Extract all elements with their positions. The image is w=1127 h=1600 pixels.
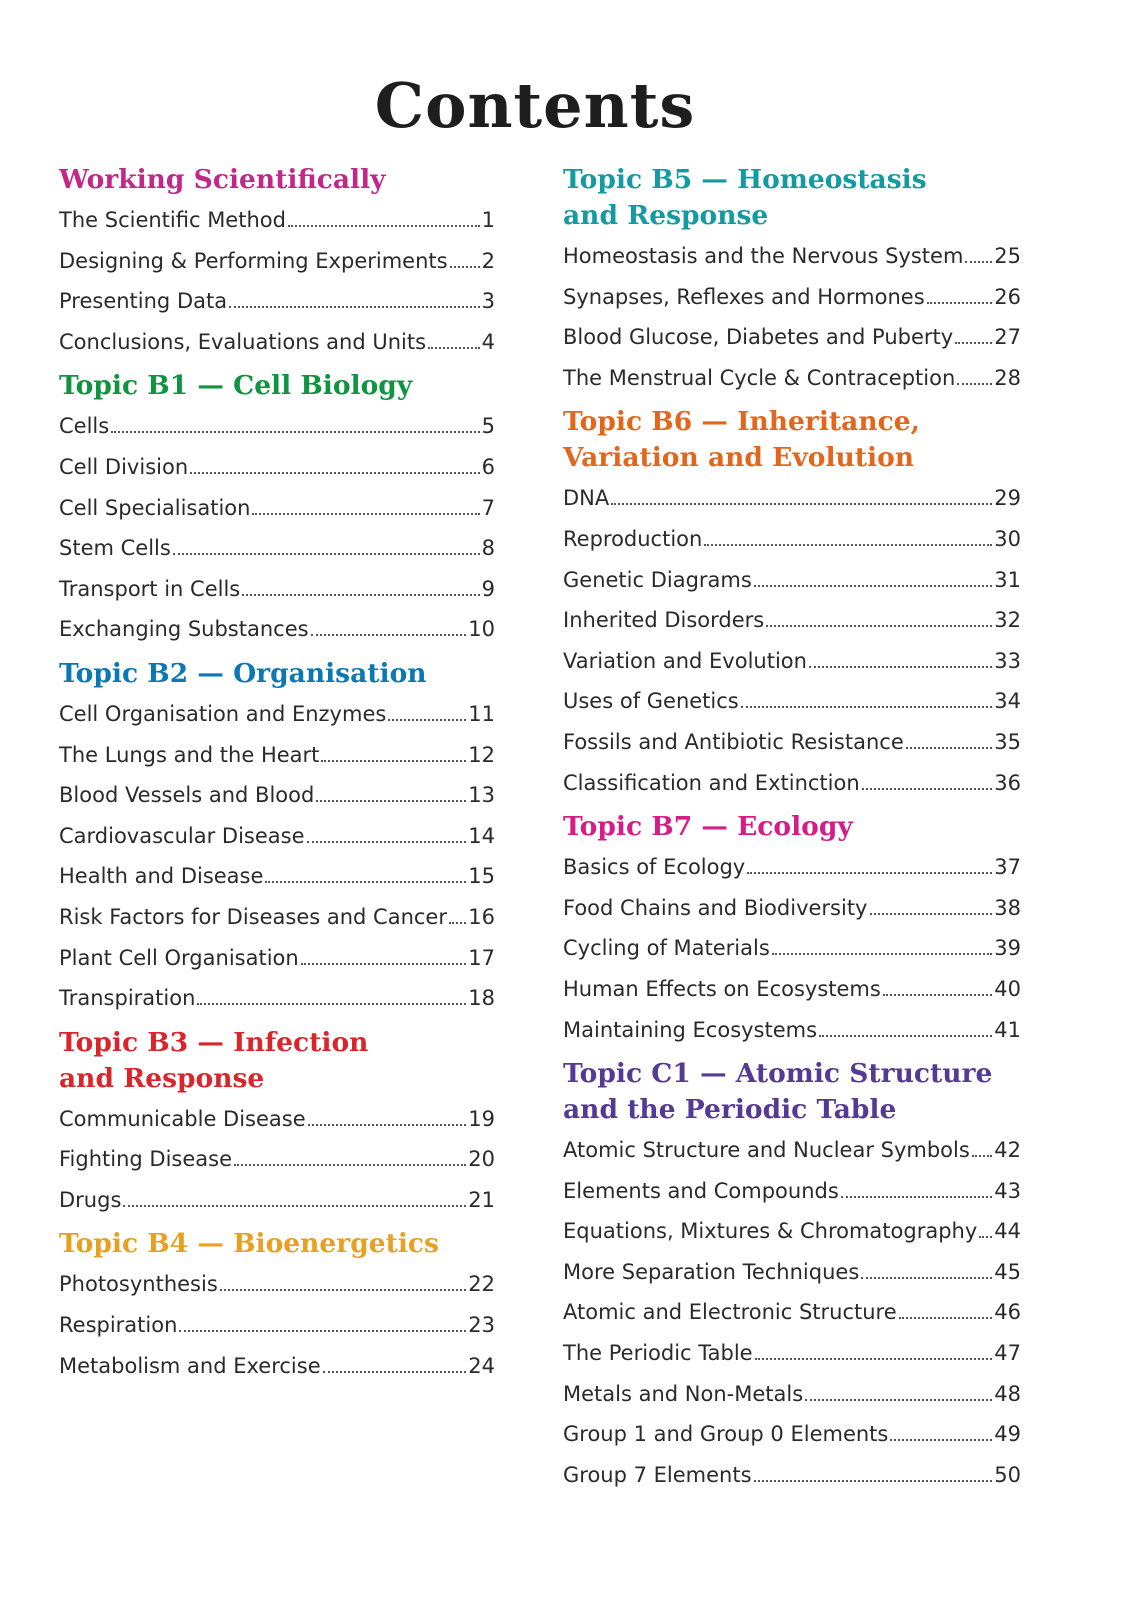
section-heading: Topic B4 — Bioenergetics <box>59 1228 439 1260</box>
dot-leader <box>307 841 467 843</box>
toc-entry-the-menstrual-cycle-and-contraception[interactable] <box>563 358 1021 399</box>
page-number: 14 <box>468 823 495 848</box>
page-number: 35 <box>994 729 1021 754</box>
section-topic-b3-infection-and-response <box>59 1025 495 1221</box>
toc-entry-dna[interactable] <box>563 478 1021 519</box>
dot-leader <box>123 1205 466 1207</box>
page-number: 17 <box>468 945 495 970</box>
dot-leader <box>308 1124 467 1126</box>
entry-title: Maintaining Ecosystems <box>563 1017 818 1042</box>
toc-entry-transpiration[interactable] <box>59 978 495 1019</box>
entry-title: Exchanging Substances <box>59 617 309 642</box>
entry-title: Elements and Compounds <box>563 1178 839 1203</box>
page-number: 48 <box>994 1381 1021 1406</box>
dot-leader <box>927 302 993 304</box>
section-heading: Topic C1 — Atomic Structure and the Periodic Table <box>563 1058 993 1126</box>
dot-leader <box>899 1317 993 1319</box>
dot-leader <box>173 553 480 555</box>
dot-leader <box>388 719 466 721</box>
entry-title: Risk Factors for Diseases and Cancer <box>59 904 447 929</box>
toc-entry-blood-vessels-and-blood[interactable] <box>59 775 495 816</box>
dot-leader <box>311 634 467 636</box>
page-number: 23 <box>468 1313 495 1338</box>
toc-entry-food-chains-and-biodiversity[interactable] <box>563 888 1021 929</box>
page-number: 47 <box>994 1341 1021 1366</box>
toc-entry-photosynthesis[interactable] <box>59 1264 495 1305</box>
dot-leader <box>861 1277 992 1279</box>
entry-title: The Periodic Table <box>563 1341 753 1366</box>
entry-title: Fossils and Antibiotic Resistance <box>563 729 904 754</box>
section-topic-b1-cell-biology <box>59 368 495 650</box>
page-number: 42 <box>994 1138 1021 1163</box>
entry-title: Presenting Data <box>59 289 228 314</box>
dot-leader <box>870 913 993 915</box>
entry-title: Cell Division <box>59 454 189 479</box>
page-number: 6 <box>481 454 495 479</box>
toc-entry-reproduction[interactable] <box>563 519 1021 560</box>
page-number: 15 <box>468 864 495 889</box>
page-number: 40 <box>994 976 1021 1001</box>
page-number: 11 <box>468 701 495 726</box>
toc-entry-human-effects-on-ecosystems[interactable] <box>563 969 1021 1010</box>
dot-leader <box>883 994 992 996</box>
entry-title: Blood Vessels and Blood <box>59 783 315 808</box>
dot-leader <box>955 342 992 344</box>
dot-leader <box>611 503 992 505</box>
page-number: 29 <box>994 486 1021 511</box>
page-number: 20 <box>468 1147 495 1172</box>
entry-title: Atomic and Electronic Structure <box>563 1300 897 1325</box>
entry-title: Conclusions, Evaluations and Units <box>59 329 427 354</box>
entry-title: Cells <box>59 414 110 439</box>
dot-leader <box>252 513 479 515</box>
section-heading: Topic B6 — Inheritance, Variation and Evolution <box>563 406 920 474</box>
section-heading: Topic B3 — Infection and Response <box>59 1026 369 1094</box>
toc-entry-homeostasis-and-the-nervous-system[interactable] <box>563 236 1021 277</box>
toc-entry-respiration[interactable] <box>59 1305 495 1346</box>
page-number: 37 <box>994 855 1021 880</box>
page-number: 39 <box>994 936 1021 961</box>
entry-title: Metals and Non-Metals <box>563 1381 804 1406</box>
dot-leader <box>316 800 466 802</box>
dot-leader <box>972 1155 992 1157</box>
toc-entry-the-scientific-method[interactable] <box>59 200 495 241</box>
toc-entry-genetic-diagrams[interactable] <box>563 560 1021 601</box>
toc-entry-health-and-disease[interactable] <box>59 856 495 897</box>
page-number: 18 <box>468 986 495 1011</box>
entry-title: Blood Glucose, Diabetes and Puberty <box>563 325 954 350</box>
page-number: 5 <box>481 414 495 439</box>
toc-entry-conclusions-evaluations-and-units[interactable] <box>59 322 495 363</box>
toc-entry-fossils-and-antibiotic-resistance[interactable] <box>563 722 1021 763</box>
entry-title: Transport in Cells <box>59 576 241 601</box>
page-number: 10 <box>468 617 495 642</box>
page-number: 7 <box>481 495 495 520</box>
toc-entry-risk-factors-for-diseases-and-cancer[interactable] <box>59 897 495 938</box>
entry-title: Stem Cells <box>59 536 171 561</box>
dot-leader <box>288 225 480 227</box>
toc-entry-equations-mixtures-and-chromatography[interactable] <box>563 1211 1021 1252</box>
dot-leader <box>234 1164 466 1166</box>
toc-entry-metabolism-and-exercise[interactable] <box>59 1346 495 1387</box>
dot-leader <box>754 585 992 587</box>
page-number: 21 <box>468 1187 495 1212</box>
dot-leader <box>766 625 992 627</box>
dot-leader <box>265 881 466 883</box>
toc-entry-transport-in-cells[interactable] <box>59 569 495 610</box>
toc-entry-stem-cells[interactable] <box>59 528 495 569</box>
entry-title: Group 1 and Group 0 Elements <box>563 1422 889 1447</box>
toc-entry-uses-of-genetics[interactable] <box>563 681 1021 722</box>
entry-title: Genetic Diagrams <box>563 567 752 592</box>
toc-entry-basics-of-ecology[interactable] <box>563 847 1021 888</box>
entry-title: Cell Organisation and Enzymes <box>59 701 387 726</box>
section-topic-b4-bioenergetics <box>59 1226 495 1386</box>
entry-title: Cardiovascular Disease <box>59 823 305 848</box>
dot-leader <box>449 922 466 924</box>
entry-title: Health and Disease <box>59 864 264 889</box>
entry-title: DNA <box>563 486 610 511</box>
toc-entry-elements-and-compounds[interactable] <box>563 1171 1021 1212</box>
dot-leader <box>704 544 992 546</box>
dot-leader <box>190 472 479 474</box>
dot-leader <box>321 760 466 762</box>
dot-leader <box>906 747 993 749</box>
toc-entry-synapses-reflexes-and-hormones[interactable] <box>563 277 1021 318</box>
section-topic-b6-inheritance-variation-and-evolution <box>563 404 1021 803</box>
section-heading: Topic B2 — Organisation <box>59 657 427 689</box>
page-number: 36 <box>994 770 1021 795</box>
toc-entry-group-7-elements[interactable] <box>563 1455 1021 1496</box>
toc-entry-variation-and-evolution[interactable] <box>563 641 1021 682</box>
section-working-scientifically <box>59 162 495 362</box>
page-number: 25 <box>994 244 1021 268</box>
entry-title: Cell Specialisation <box>59 495 251 520</box>
entry-title: Fighting Disease <box>59 1147 233 1172</box>
page-number: 19 <box>468 1106 495 1131</box>
entry-title: More Separation Techniques <box>563 1259 860 1284</box>
page-number: 45 <box>994 1259 1021 1284</box>
toc-entry-the-lungs-and-the-heart[interactable] <box>59 735 495 776</box>
page-number: 30 <box>994 526 1021 551</box>
toc-entry-cycling-of-materials[interactable] <box>563 928 1021 969</box>
page-number: 26 <box>994 284 1021 309</box>
section-topic-b2-organisation <box>59 656 495 1019</box>
page-number: 41 <box>994 1017 1021 1042</box>
dot-leader <box>957 383 992 385</box>
page-number: 3 <box>481 289 495 314</box>
dot-leader <box>965 261 992 263</box>
entry-title: Group 7 Elements <box>563 1462 752 1487</box>
toc-entry-cardiovascular-disease[interactable] <box>59 816 495 857</box>
section-topic-c1-atomic-structure-and-the-periodic-table <box>563 1056 1021 1495</box>
page-number: 28 <box>994 365 1021 390</box>
toc-entry-atomic-structure-and-nuclear-symbols[interactable] <box>563 1130 1021 1171</box>
page-number: 38 <box>994 895 1021 920</box>
page-number: 12 <box>468 742 495 767</box>
toc-entry-inherited-disorders[interactable] <box>563 600 1021 641</box>
page-number: 43 <box>994 1178 1021 1203</box>
dot-leader <box>755 1358 993 1360</box>
entry-title: Metabolism and Exercise <box>59 1353 321 1378</box>
dot-leader <box>197 1003 466 1005</box>
section-heading: Topic B7 — Ecology <box>563 811 853 843</box>
page-number: 33 <box>994 648 1021 673</box>
page-number: 50 <box>994 1462 1021 1487</box>
dot-leader <box>890 1439 992 1441</box>
dot-leader <box>179 1330 466 1332</box>
dot-leader <box>741 706 993 708</box>
dot-leader <box>805 1399 992 1401</box>
toc-entry-maintaining-ecosystems[interactable] <box>563 1010 1021 1051</box>
toc-entry-communicable-disease[interactable] <box>59 1099 495 1140</box>
page-title: Contents <box>374 69 696 142</box>
dot-leader <box>754 1480 993 1482</box>
page-number: 27 <box>994 325 1021 350</box>
toc-entry-metals-and-non-metals[interactable] <box>563 1374 1021 1415</box>
entry-title: The Scientific Method <box>59 208 286 232</box>
dot-leader <box>747 872 992 874</box>
dot-leader <box>450 266 480 268</box>
section-heading: Topic B5 — Homeostasis and Response <box>563 164 927 231</box>
toc-entry-classification-and-extinction[interactable] <box>563 763 1021 804</box>
page-number: 44 <box>994 1219 1021 1244</box>
page-number: 4 <box>481 329 495 354</box>
contents-column-left <box>59 162 495 1392</box>
page-number: 32 <box>994 608 1021 633</box>
page-number: 31 <box>994 567 1021 592</box>
dot-leader <box>220 1289 467 1291</box>
toc-entry-designing-and-performing-experiments[interactable] <box>59 241 495 282</box>
entry-title: Variation and Evolution <box>563 648 807 673</box>
entry-title: Plant Cell Organisation <box>59 945 299 970</box>
toc-entry-group-1-and-group-0-elements[interactable] <box>563 1414 1021 1455</box>
page-number: 22 <box>468 1272 495 1297</box>
page-number: 13 <box>468 783 495 808</box>
entry-title: Synapses, Reflexes and Hormones <box>563 284 925 309</box>
entry-title: Communicable Disease <box>59 1106 306 1131</box>
entry-title: Drugs <box>59 1187 122 1212</box>
dot-leader <box>301 963 467 965</box>
entry-title: Homeostasis and the Nervous System <box>563 244 964 268</box>
page-number: 2 <box>481 248 495 273</box>
entry-title: Designing & Performing Experiments <box>59 248 448 273</box>
section-topic-b5-homeostasis-and-response <box>563 162 1021 398</box>
toc-entry-presenting-data[interactable] <box>59 281 495 322</box>
dot-leader <box>229 306 480 308</box>
entry-title: Photosynthesis <box>59 1272 218 1297</box>
entry-title: Respiration <box>59 1313 178 1338</box>
dot-leader <box>819 1035 992 1037</box>
toc-entry-cell-organisation-and-enzymes[interactable] <box>59 694 495 735</box>
dot-leader <box>242 594 479 596</box>
toc-entry-more-separation-techniques[interactable] <box>563 1252 1021 1293</box>
page-number: 9 <box>481 576 495 601</box>
dot-leader <box>862 788 993 790</box>
entry-title: Uses of Genetics <box>563 689 739 714</box>
dot-leader <box>809 666 992 668</box>
entry-title: Transpiration <box>59 986 196 1011</box>
section-heading: Working Scientifically <box>59 164 386 195</box>
toc-entry-plant-cell-organisation[interactable] <box>59 938 495 979</box>
entry-title: Basics of Ecology <box>563 855 746 880</box>
dot-leader <box>428 347 480 349</box>
section-heading: Topic B1 — Cell Biology <box>59 370 413 402</box>
page-number: 16 <box>468 904 495 929</box>
entry-title: Reproduction <box>563 526 703 551</box>
entry-title: The Lungs and the Heart <box>59 742 320 767</box>
page-number: 49 <box>994 1422 1021 1447</box>
toc-entry-blood-glucose-diabetes-and-puberty[interactable] <box>563 317 1021 358</box>
dot-leader <box>323 1371 467 1373</box>
dot-leader <box>111 431 479 433</box>
entry-title: Equations, Mixtures & Chromatography <box>563 1219 978 1244</box>
toc-entry-atomic-and-electronic-structure[interactable] <box>563 1292 1021 1333</box>
entry-title: The Menstrual Cycle & Contraception <box>563 365 956 390</box>
page-number: 46 <box>994 1300 1021 1325</box>
toc-entry-drugs[interactable] <box>59 1180 495 1221</box>
toc-entry-exchanging-substances[interactable] <box>59 609 495 650</box>
section-topic-b7-ecology <box>563 809 1021 1050</box>
entry-title: Classification and Extinction <box>563 770 860 795</box>
entry-title: Atomic Structure and Nuclear Symbols <box>563 1138 970 1163</box>
entry-title: Inherited Disorders <box>563 608 765 633</box>
toc-entry-the-periodic-table[interactable] <box>563 1333 1021 1374</box>
dot-leader <box>979 1236 992 1238</box>
entry-title: Cycling of Materials <box>563 936 770 961</box>
contents-column-right <box>563 162 1021 1501</box>
toc-entry-cell-division[interactable] <box>59 447 495 488</box>
entry-title: Human Effects on Ecosystems <box>563 976 881 1001</box>
toc-entry-cells[interactable] <box>59 406 495 447</box>
page-number: 34 <box>994 689 1021 714</box>
entry-title: Food Chains and Biodiversity <box>563 895 868 920</box>
page-number: 1 <box>481 208 495 232</box>
dot-leader <box>841 1196 992 1198</box>
toc-entry-fighting-disease[interactable] <box>59 1139 495 1180</box>
page-number: 24 <box>468 1353 495 1378</box>
dot-leader <box>772 953 992 955</box>
page-number: 8 <box>481 536 495 561</box>
toc-entry-cell-specialisation[interactable] <box>59 488 495 529</box>
